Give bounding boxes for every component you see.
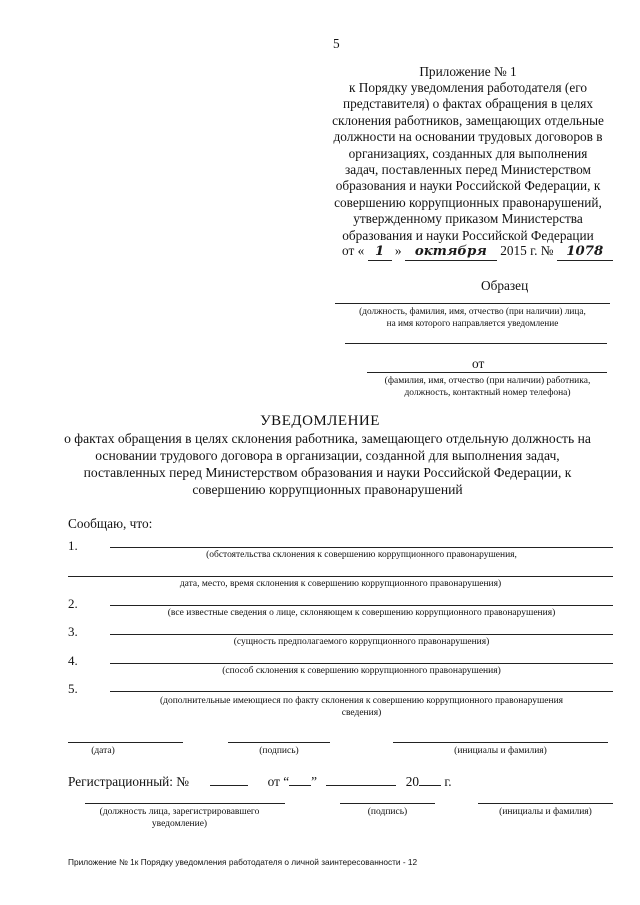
- item-caption: дата, место, время склонения к совершению коррупционного правонарушения): [179, 579, 502, 589]
- appendix-line: утвержденному приказом Министерства: [353, 211, 583, 227]
- appendix-title: Приложение № 1: [419, 64, 517, 79]
- order-date-line: [342, 243, 613, 261]
- notice-title: УВЕДОМЛЕНИЕ: [260, 413, 380, 429]
- appendix-text: [318, 80, 618, 244]
- date-mid: »: [394, 243, 402, 258]
- registration-line: [68, 773, 452, 790]
- item-caption-line: сведения): [341, 708, 382, 718]
- appendix-line: образования и науки Российской Федерации: [342, 227, 594, 243]
- recipient-caption-line: на имя которого направляется уведомление: [386, 319, 559, 329]
- item-line: [110, 663, 613, 664]
- registration-year-blank: [419, 785, 441, 786]
- initials-line: [393, 742, 608, 743]
- item-line: [68, 576, 613, 577]
- item-line: [110, 691, 613, 692]
- appendix-line: совершению коррупционных правонарушений,: [334, 194, 602, 210]
- registration-number-blank: [210, 785, 248, 786]
- recipient-caption-line: (должность, фамилия, имя, отчество (при наличии) лица,: [359, 307, 586, 317]
- appendix-line: образования и науки Российской Федерации, к: [335, 178, 601, 194]
- registration-label: Регистрационный: №: [68, 774, 189, 789]
- appendix-line: должности на основании трудовых договоров в: [333, 129, 603, 145]
- notice-subtitle: [40, 430, 615, 498]
- registration-year: 20: [405, 774, 420, 789]
- registrar-initials-line: [478, 803, 613, 804]
- registration-quote: ”: [311, 774, 318, 789]
- item-caption-line: (дополнительные имеющиеся по факту склонения к совершению коррупционного правонарушения: [159, 696, 564, 706]
- appendix-line: склонения работников, замещающих отдельные: [332, 112, 604, 128]
- initials-caption: (инициалы и фамилия): [454, 746, 547, 756]
- registration-from: от “: [267, 774, 290, 789]
- page-number: 5: [333, 36, 340, 51]
- date-line: [68, 742, 183, 743]
- registration-year-suffix: г.: [444, 774, 452, 789]
- registration-day-blank: [289, 785, 311, 786]
- registrar-position-line-text: уведомление): [151, 819, 208, 829]
- item-caption: (обстоятельства склонения к совершению коррупционного правонарушения,: [206, 550, 517, 560]
- date-prefix: от «: [342, 243, 365, 258]
- item-number: 4.: [68, 653, 78, 668]
- item-line: [110, 634, 613, 635]
- signature-line: [228, 742, 330, 743]
- order-number-handwritten: 1078: [557, 244, 613, 261]
- item-number: 5.: [68, 681, 78, 696]
- date-year: 2015 г. №: [500, 243, 554, 258]
- from-label: от: [472, 356, 485, 371]
- notice-line: поставленных перед Министерством образования и науки Российской Федерации, к: [83, 465, 572, 480]
- appendix-line: представителя) о фактах обращения в целях: [342, 96, 594, 112]
- date-caption: (дата): [91, 746, 115, 756]
- item-number: 2.: [68, 596, 78, 611]
- registrar-position-caption: [62, 806, 297, 830]
- sender-caption: [360, 375, 615, 399]
- recipient-caption: [335, 306, 610, 330]
- order-month-handwritten: октября: [405, 244, 497, 261]
- report-intro: Сообщаю, что:: [68, 516, 153, 531]
- registrar-signature-caption: (подпись): [367, 807, 408, 817]
- notice-line: о фактах обращения в целях склонения работника, замещающего отдельную должность на: [64, 431, 591, 446]
- sample-label: Образец: [481, 278, 529, 293]
- registrar-position-line-text: (должность лица, зарегистрировавшего: [99, 807, 260, 817]
- item-caption: (сущность предполагаемого коррупционного правонарушения): [233, 637, 490, 647]
- appendix-line: организациях, созданных для выполнения: [348, 145, 588, 161]
- item-caption: (способ склонения к совершению коррупционного правонарушения): [222, 666, 501, 676]
- signature-caption: (подпись): [259, 746, 299, 756]
- registrar-position-line: [85, 803, 285, 804]
- footer-text: Приложение № 1к Порядку уведомления работодателя о личной заинтересованности - 12: [68, 857, 418, 867]
- registrar-signature-line: [340, 803, 435, 804]
- order-day-handwritten: 1: [368, 244, 392, 261]
- registrar-initials-caption: (инициалы и фамилия): [499, 807, 592, 817]
- item-line: [110, 605, 613, 606]
- item-number: 3.: [68, 624, 78, 639]
- item-caption: (все известные сведения о лице, склоняющем к совершению коррупционного правонарушения): [167, 608, 556, 618]
- item-line: [110, 547, 613, 548]
- recipient-line: [335, 303, 610, 304]
- item-number: 1.: [68, 538, 78, 553]
- item-caption: [110, 695, 613, 719]
- recipient-line-2: [345, 343, 607, 344]
- notice-line: совершению коррупционных правонарушений: [192, 482, 463, 497]
- sender-caption-line: (фамилия, имя, отчество (при наличии) работника,: [384, 376, 591, 386]
- sender-line: [367, 372, 607, 373]
- appendix-line: задач, поставленных перед Министерством: [345, 162, 591, 178]
- appendix-line: к Порядку уведомления работодателя (его: [348, 80, 588, 95]
- notice-line: основании трудового договора в организации, созданной для выполнения задач,: [95, 448, 560, 463]
- sender-caption-line: должность, контактный номер телефона): [404, 388, 571, 398]
- registration-month-blank: [326, 785, 396, 786]
